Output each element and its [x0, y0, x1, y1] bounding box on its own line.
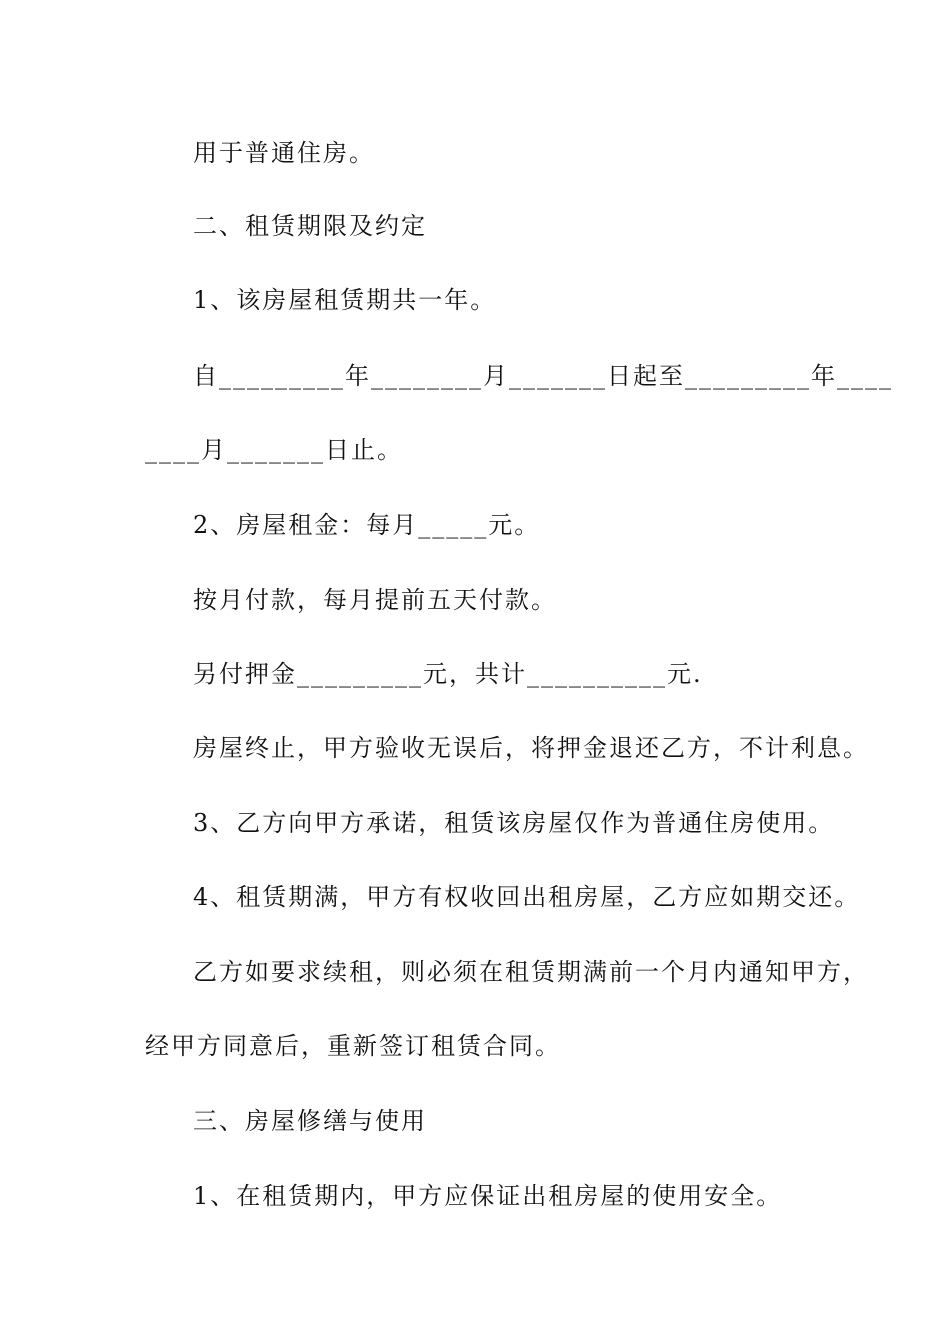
paragraph-line: 2、房屋租金：每月_____元。 [193, 511, 541, 539]
paragraph-line: 另付押金_________元，共计__________元. [193, 660, 703, 688]
section-heading: 二、租赁期限及约定 [193, 212, 427, 240]
paragraph-line: ____月_______日止。 [145, 436, 403, 464]
paragraph-line: 4、租赁期满，甲方有权收回出租房屋，乙方应如期交还。 [193, 883, 861, 911]
paragraph-line: 用于普通住房。 [193, 139, 375, 167]
paragraph-line: 1、在租赁期内，甲方应保证出租房屋的使用安全。 [193, 1182, 783, 1210]
paragraph-line: 自_________年________月_______日起至_________年____ [193, 362, 893, 390]
paragraph-line: 3、乙方向甲方承诺，租赁该房屋仅作为普通住房使用。 [193, 809, 835, 837]
paragraph-line: 房屋终止，甲方验收无误后，将押金退还乙方，不计利息。 [193, 734, 869, 762]
paragraph-line: 1、该房屋租赁期共一年。 [193, 286, 497, 314]
section-heading: 三、房屋修缮与使用 [193, 1107, 427, 1135]
paragraph-line: 按月付款，每月提前五天付款。 [193, 586, 557, 614]
paragraph-line: 乙方如要求续租，则必须在租赁期满前一个月内通知甲方， [193, 958, 869, 986]
paragraph-line: 经甲方同意后，重新签订租赁合同。 [145, 1032, 561, 1060]
